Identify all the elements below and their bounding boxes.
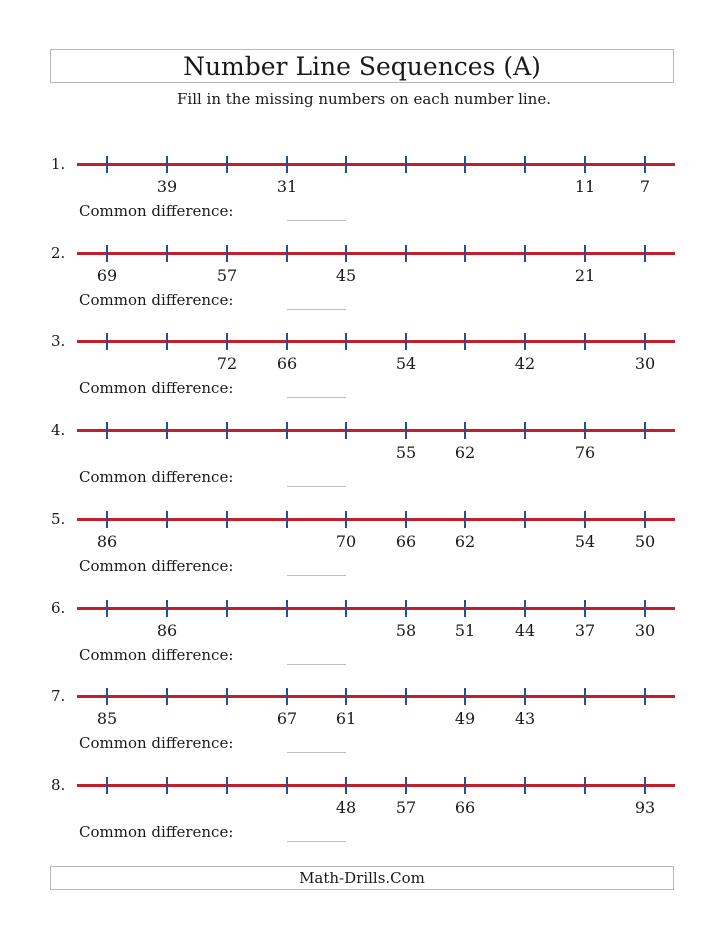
tick-mark — [286, 777, 288, 794]
tick-mark — [286, 688, 288, 705]
tick-mark — [464, 422, 466, 439]
tick-mark — [166, 600, 168, 617]
tick-mark — [226, 600, 228, 617]
tick-mark — [464, 600, 466, 617]
tick-label: 43 — [514, 709, 536, 728]
title-text: Number Line Sequences (A) — [183, 51, 541, 81]
tick-label: 39 — [156, 177, 178, 196]
tick-mark — [226, 333, 228, 350]
instructions: Fill in the missing numbers on each number line. — [176, 90, 551, 108]
tick-mark — [524, 511, 526, 528]
tick-label: 31 — [276, 177, 298, 196]
tick-mark — [524, 688, 526, 705]
tick-label: 67 — [276, 709, 298, 728]
tick-label: 66 — [276, 354, 298, 373]
tick-mark — [584, 688, 586, 705]
tick-mark — [405, 156, 407, 173]
problem-3 — [0, 332, 728, 429]
answer-blank[interactable] — [287, 397, 346, 398]
tick-mark — [345, 600, 347, 617]
tick-mark — [644, 688, 646, 705]
problem-8 — [0, 776, 728, 873]
problem-number: 7. — [51, 687, 66, 705]
problem-number: 3. — [51, 332, 66, 350]
tick-mark — [226, 245, 228, 262]
problem-number: 2. — [51, 244, 66, 262]
tick-mark — [226, 156, 228, 173]
tick-mark — [106, 245, 108, 262]
tick-mark — [464, 511, 466, 528]
tick-mark — [345, 333, 347, 350]
tick-mark — [405, 245, 407, 262]
tick-mark — [524, 245, 526, 262]
tick-mark — [584, 156, 586, 173]
tick-mark — [464, 333, 466, 350]
tick-label: 54 — [395, 354, 417, 373]
tick-label: 61 — [335, 709, 357, 728]
answer-blank[interactable] — [287, 752, 346, 753]
tick-label: 54 — [574, 532, 596, 551]
tick-mark — [106, 156, 108, 173]
tick-mark — [524, 422, 526, 439]
tick-mark — [106, 333, 108, 350]
tick-mark — [405, 600, 407, 617]
answer-blank[interactable] — [287, 841, 346, 842]
tick-mark — [584, 245, 586, 262]
tick-mark — [464, 777, 466, 794]
tick-mark — [345, 422, 347, 439]
tick-mark — [166, 156, 168, 173]
tick-label: 30 — [634, 354, 656, 373]
tick-mark — [286, 600, 288, 617]
tick-label: 62 — [454, 443, 476, 462]
tick-mark — [226, 777, 228, 794]
tick-mark — [226, 422, 228, 439]
tick-mark — [405, 333, 407, 350]
answer-blank[interactable] — [287, 220, 346, 221]
tick-mark — [584, 422, 586, 439]
tick-mark — [286, 156, 288, 173]
tick-mark — [524, 600, 526, 617]
problem-number: 4. — [51, 421, 66, 439]
common-difference-label: Common difference: — [79, 646, 234, 664]
tick-label: 62 — [454, 532, 476, 551]
worksheet-title — [50, 49, 674, 83]
tick-label: 11 — [574, 177, 596, 196]
tick-mark — [524, 333, 526, 350]
common-difference-label: Common difference: — [79, 468, 234, 486]
tick-mark — [644, 156, 646, 173]
tick-mark — [584, 511, 586, 528]
tick-mark — [345, 688, 347, 705]
problem-number: 8. — [51, 776, 66, 794]
tick-mark — [106, 777, 108, 794]
tick-mark — [226, 511, 228, 528]
tick-mark — [345, 511, 347, 528]
tick-mark — [644, 777, 646, 794]
tick-mark — [166, 422, 168, 439]
tick-mark — [524, 156, 526, 173]
tick-label: 93 — [634, 798, 656, 817]
answer-blank[interactable] — [287, 486, 346, 487]
tick-label: 57 — [395, 798, 417, 817]
common-difference-label: Common difference: — [79, 823, 234, 841]
tick-label: 86 — [96, 532, 118, 551]
tick-mark — [644, 245, 646, 262]
tick-label: 42 — [514, 354, 536, 373]
tick-label: 58 — [395, 621, 417, 640]
problem-5 — [0, 510, 728, 607]
tick-mark — [405, 511, 407, 528]
tick-mark — [166, 333, 168, 350]
tick-label: 45 — [335, 266, 357, 285]
tick-mark — [106, 511, 108, 528]
footer — [50, 866, 674, 890]
problem-2 — [0, 244, 728, 341]
tick-label: 86 — [156, 621, 178, 640]
tick-mark — [464, 688, 466, 705]
tick-label: 37 — [574, 621, 596, 640]
tick-label: 66 — [454, 798, 476, 817]
tick-label: 70 — [335, 532, 357, 551]
tick-label: 69 — [96, 266, 118, 285]
tick-mark — [584, 333, 586, 350]
tick-mark — [226, 688, 228, 705]
problem-6 — [0, 599, 728, 696]
tick-label: 49 — [454, 709, 476, 728]
tick-mark — [644, 333, 646, 350]
common-difference-label: Common difference: — [79, 291, 234, 309]
common-difference-label: Common difference: — [79, 202, 234, 220]
problem-number: 6. — [51, 599, 66, 617]
tick-mark — [166, 688, 168, 705]
problem-1 — [0, 155, 728, 252]
tick-label: 72 — [216, 354, 238, 373]
tick-mark — [345, 777, 347, 794]
answer-blank[interactable] — [287, 309, 346, 310]
tick-mark — [286, 511, 288, 528]
tick-mark — [166, 777, 168, 794]
footer-text: Math-Drills.Com — [299, 869, 425, 887]
tick-mark — [166, 245, 168, 262]
tick-mark — [644, 422, 646, 439]
common-difference-label: Common difference: — [79, 379, 234, 397]
problem-number: 5. — [51, 510, 66, 528]
problem-7 — [0, 687, 728, 784]
tick-label: 66 — [395, 532, 417, 551]
tick-mark — [524, 777, 526, 794]
tick-mark — [405, 422, 407, 439]
tick-label: 21 — [574, 266, 596, 285]
tick-mark — [464, 156, 466, 173]
tick-mark — [286, 422, 288, 439]
answer-blank[interactable] — [287, 664, 346, 665]
tick-label: 76 — [574, 443, 596, 462]
tick-mark — [345, 156, 347, 173]
tick-label: 51 — [454, 621, 476, 640]
answer-blank[interactable] — [287, 575, 346, 576]
tick-mark — [464, 245, 466, 262]
tick-mark — [584, 600, 586, 617]
tick-mark — [644, 511, 646, 528]
tick-mark — [106, 600, 108, 617]
tick-mark — [584, 777, 586, 794]
problem-number: 1. — [51, 155, 66, 173]
tick-mark — [166, 511, 168, 528]
tick-mark — [286, 333, 288, 350]
tick-mark — [644, 600, 646, 617]
tick-label: 48 — [335, 798, 357, 817]
tick-mark — [405, 688, 407, 705]
common-difference-label: Common difference: — [79, 734, 234, 752]
tick-label: 50 — [634, 532, 656, 551]
tick-label: 57 — [216, 266, 238, 285]
tick-mark — [286, 245, 288, 262]
tick-label: 85 — [96, 709, 118, 728]
tick-label: 55 — [395, 443, 417, 462]
problem-4 — [0, 421, 728, 518]
tick-mark — [345, 245, 347, 262]
tick-mark — [106, 422, 108, 439]
common-difference-label: Common difference: — [79, 557, 234, 575]
tick-label: 44 — [514, 621, 536, 640]
tick-label: 30 — [634, 621, 656, 640]
tick-mark — [106, 688, 108, 705]
tick-label: 7 — [639, 177, 651, 196]
tick-mark — [405, 777, 407, 794]
